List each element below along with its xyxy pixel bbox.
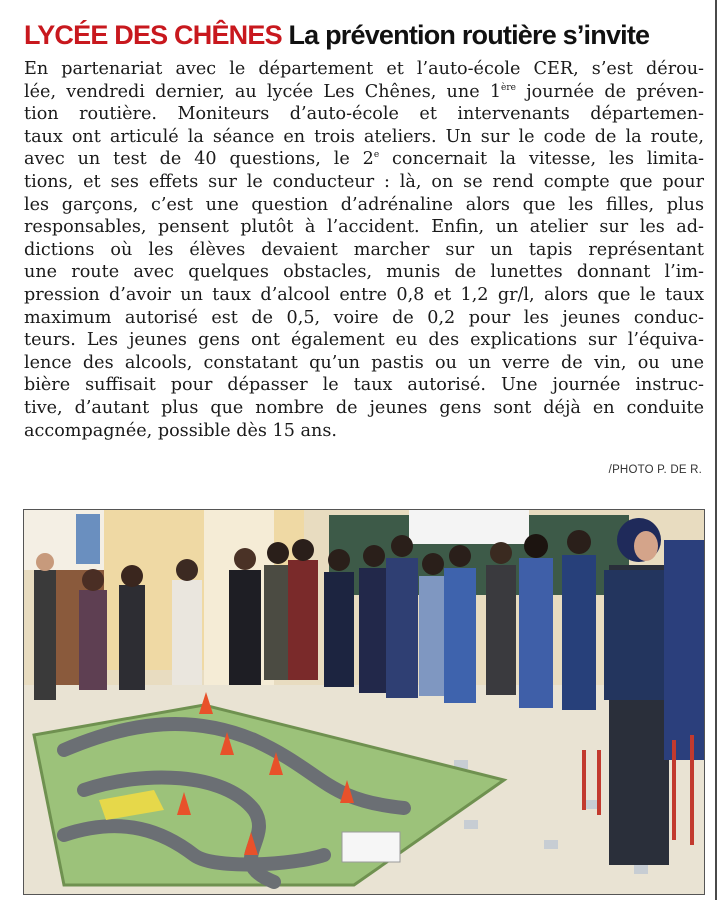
photo-credit: /PHOTO P. DE R. bbox=[608, 464, 702, 476]
article-line: les garçons, c’est une question d’adrénaline alors que les filles, plus bbox=[24, 194, 704, 215]
article-line-text: lée, vendredi dernier, au lycée Les Chênes, une 1 bbox=[24, 81, 502, 102]
article-line: tion routière. Moniteurs d’auto-école et intervenants départemen- bbox=[24, 104, 704, 125]
article-line: une route avec quelques obstacles, munis de lunettes donnant l’im- bbox=[24, 262, 704, 283]
ordinal-suffix: ère bbox=[501, 82, 516, 93]
article-photo bbox=[24, 510, 704, 894]
article-line bbox=[24, 81, 704, 104]
article-line: pression d’avoir un taux d’alcool entre 0,8 et 1,2 gr/l, alors que le taux bbox=[24, 284, 704, 305]
article-line: En partenariat avec le département et l’auto-école CER, s’est dérou- bbox=[24, 59, 704, 79]
article-body bbox=[24, 58, 704, 442]
article-line: maximum autorisé est de 0,5, voire de 0,2 pour les jeunes conduc- bbox=[24, 307, 704, 328]
headline-kicker: LYCÉE DES CHÊNES bbox=[24, 20, 282, 50]
article-line: taux ont articulé la séance en trois ateliers. Un sur le code de la route, bbox=[24, 126, 704, 147]
article-line: tive, d’autant plus que nombre de jeunes gens sont déjà en conduite bbox=[24, 397, 704, 418]
photo-illustration bbox=[24, 510, 704, 894]
article-line bbox=[24, 148, 704, 171]
article-line-text: avec un test de 40 questions, le 2 bbox=[24, 149, 374, 170]
headline bbox=[24, 18, 704, 52]
article-line: tions, et ses effets sur le conducteur : là, on se rend compte que pour bbox=[24, 171, 704, 192]
article-line: responsables, pensent plutôt à l’accident. Enfin, un atelier sur les ad- bbox=[24, 217, 704, 238]
article-line: dictions où les élèves devaient marcher sur un tapis représentant bbox=[24, 239, 704, 260]
article-line-text: journée de préven- bbox=[516, 81, 704, 102]
article-line: lence des alcools, constatant qu’un pastis ou un verre de vin, ou une bbox=[24, 352, 704, 373]
article-line: accompagnée, possible dès 15 ans. bbox=[24, 420, 337, 441]
headline-title: La prévention routière s’invite bbox=[288, 20, 650, 50]
article-line: teurs. Les jeunes gens ont également eu des explications sur l’équiva- bbox=[24, 330, 704, 351]
article-line: bière suffisait pour dépasser le taux autorisé. Une journée instruc- bbox=[24, 375, 704, 396]
article-line-text: concernait la vitesse, les limita- bbox=[379, 149, 704, 170]
column-rule bbox=[715, 0, 717, 900]
ordinal-suffix: e bbox=[373, 150, 380, 161]
